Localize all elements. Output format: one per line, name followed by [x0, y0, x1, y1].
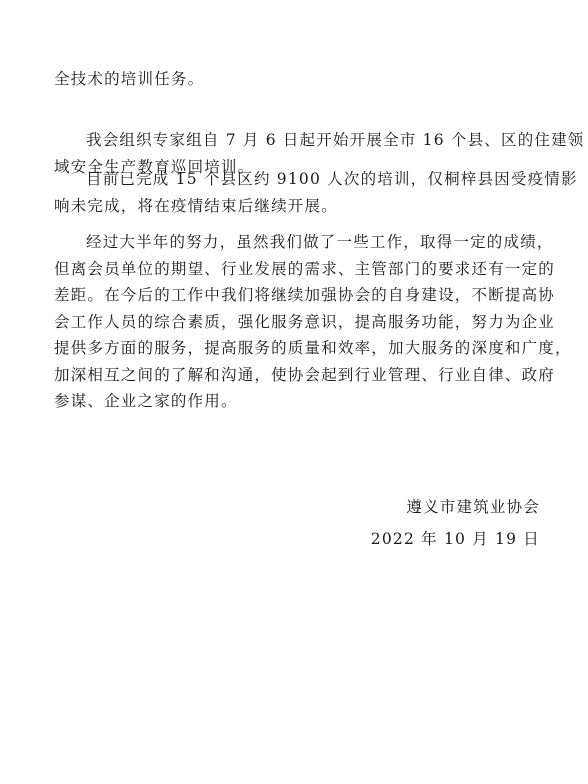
- text-line: 域安全生产教育巡回培训。: [54, 157, 255, 176]
- text-line: 响未完成，将在疫情结束后继续开展。: [54, 196, 338, 215]
- paragraph-training-progress: [54, 166, 578, 219]
- paragraph-summary: [54, 229, 572, 415]
- text-line: 参谋、企业之家的作用。: [54, 392, 238, 410]
- text-line: 但离会员单位的期望、行业发展的需求、主管部门的要求还有一定的: [54, 259, 556, 278]
- signature-date: 2022 年 10 月 19 日: [370, 530, 540, 548]
- text-line: 加深相互之间的了解和沟通，使协会起到行业管理、行业自律、政府: [54, 365, 556, 384]
- text-line: 全技术的培训任务。: [54, 70, 205, 88]
- text-line: 目前已完成 15 个县区约 9100 人次的培训，仅桐梓县因受疫情影: [86, 170, 578, 188]
- text-line: 提供多方面的服务，提高服务的质量和效率，加大服务的深度和广度，: [54, 339, 572, 357]
- text-line: 我会组织专家组自 7 月 6 日起开始开展全市 16 个县、区的住建领: [86, 131, 585, 149]
- text-line: 差距。在今后的工作中我们将继续加强协会的自身建设，不断提高协: [54, 286, 556, 304]
- text-line: 会工作人员的综合素质，强化服务意识，提高服务功能，努力为企业: [54, 312, 556, 331]
- text-line: 经过大半年的努力，虽然我们做了一些工作，取得一定的成绩，: [86, 233, 554, 251]
- paragraph-continuation: [54, 66, 542, 93]
- signature-organization: 遵义市建筑业协会: [406, 498, 540, 516]
